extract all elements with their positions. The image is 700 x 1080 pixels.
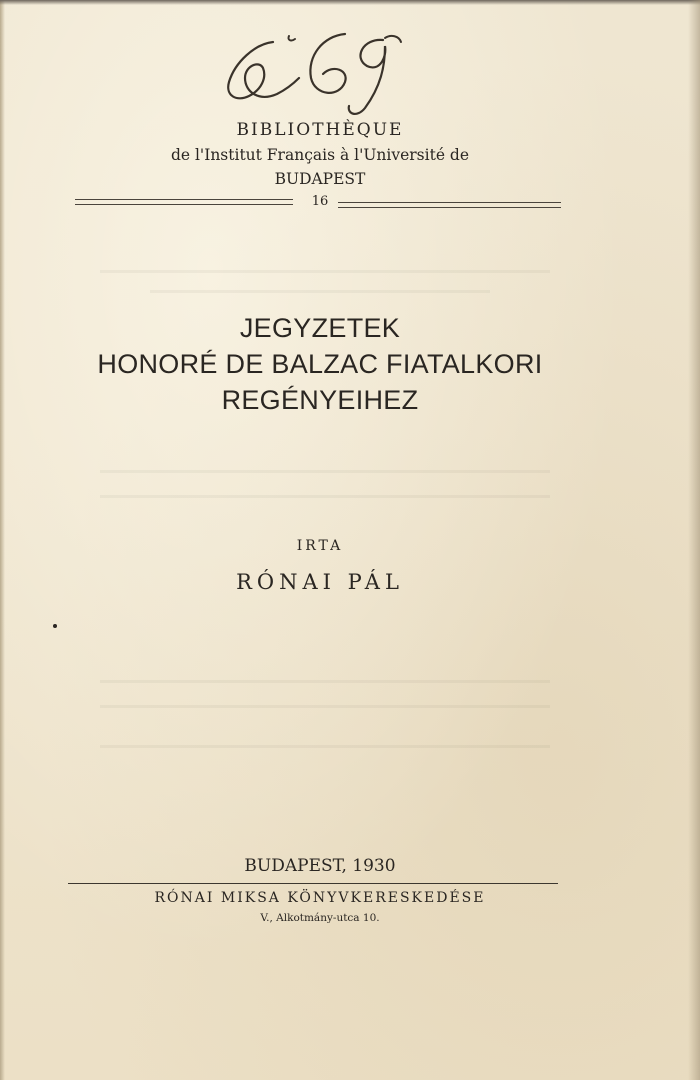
imprint-rule bbox=[68, 883, 558, 884]
handwritten-shelfmark bbox=[215, 22, 415, 117]
title-line-1: JEGYZETEK bbox=[239, 313, 401, 343]
page-edge-top bbox=[0, 0, 700, 5]
imprint-place-year: BUDAPEST, 1930 bbox=[244, 856, 396, 876]
title-line-3: REGÉNYEIHEZ bbox=[221, 385, 419, 415]
bleed-through-line bbox=[100, 270, 550, 273]
series-institution: de l'Institut Français à l'Université de bbox=[170, 146, 470, 164]
bleed-through-line bbox=[150, 290, 490, 293]
bleed-through-line bbox=[100, 495, 550, 498]
series-city: BUDAPEST bbox=[274, 170, 366, 188]
bleed-through-line bbox=[100, 745, 550, 748]
publisher-name: RÓNAI MIKSA KÖNYVKERESKEDÉSE bbox=[154, 890, 486, 906]
page-edge-right bbox=[688, 0, 700, 1080]
author-name: RÓNAI PÁL bbox=[236, 570, 404, 594]
byline-label: IRTA bbox=[296, 538, 344, 554]
series-title: BIBLIOTHÈQUE bbox=[236, 120, 404, 140]
series-number: 16 bbox=[311, 194, 329, 209]
bleed-through-line bbox=[100, 470, 550, 473]
publisher-address: V., Alkotmány-utca 10. bbox=[260, 912, 380, 924]
bleed-through-line bbox=[100, 680, 550, 683]
ink-speck bbox=[53, 624, 57, 628]
title-line-2: HONORÉ DE BALZAC FIATALKORI bbox=[97, 349, 543, 379]
bleed-through-line bbox=[100, 705, 550, 708]
